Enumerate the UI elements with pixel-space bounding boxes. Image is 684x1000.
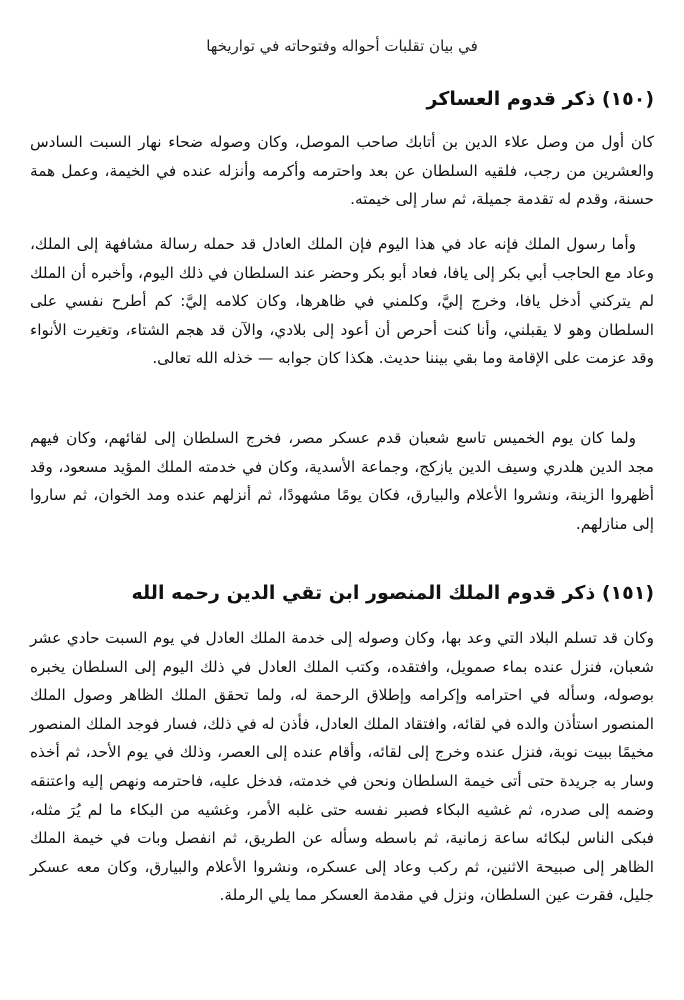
section-heading-151: (١٥١) ذكر قدوم الملك المنصور ابن تقي الدين رحمه الله xyxy=(131,582,654,604)
paragraph: وأما رسول الملك فإنه عاد في هذا اليوم فإن الملك العادل قد حمله رسالة مشافهة إلى الملك، وعاد مع الحاجب أبي بكر إلى يافا، فعاد أبو بكر وحضر عند السلطان في ذلك اليوم، وأخبره أن الملك لم يتركني أدخل يافا، وخرج إليَّ، وكلمني في ظاهرها، وكان كلامه إليَّ: كم أطرح نفسي على السلطان وهو لا يقبلني، وأنا كنت أحرص أن أعود إلى بلادي، والآن قد هجم الشتاء، وتغيرت الأنواء وقد عزمت على الإقامة وما بقي بيننا حديث. هكذا كان جوابه — خذله الله تعالى. xyxy=(30,235,654,368)
paragraph: ولما كان يوم الخميس تاسع شعبان قدم عسكر مصر، فخرج السلطان إلى لقائهم، وكان فيهم مجد الدين هلدري وسيف الدين يازكج، وجماعة الأسدية، وكان في خدمته الملك المؤيد مسعود، وقد أظهروا الزينة، ونشروا الأعلام والبيارق، فكان يومًا مشهودًا، ثم أنزلهم عنده ومد الخوان، ثم ساروا إلى منازلهم. xyxy=(30,429,654,533)
section-heading-150: (١٥٠) ذكر قدوم العساكر xyxy=(426,88,654,110)
running-header: في بيان تقلبات أحواله وفتوحاته في تواريخها xyxy=(206,37,478,55)
paragraph: كان أول من وصل علاء الدين بن أتابك صاحب الموصل، وكان وصوله ضحاء نهار السبت السادس والعشرين من رجب، فلقيه السلطان عن بعد واحترمه وأكرمه وأنزله عنده في الخيمة، وعمل همة حسنة، وقدم له تقدمة جميلة، ثم سار إلى خيمته. xyxy=(30,133,654,209)
paragraph: وكان قد تسلم البلاد التي وعد بها، وكان وصوله إلى خدمة الملك العادل في يوم السبت حادي عشر شعبان، فنزل عنده بماء صمويل، وافتقده، وكتب الملك العادل في ذلك اليوم إلى السلطان يخبره بوصوله، وسأله في احترامه وإكرامه وإطلاق الرحمة له، ولما تحقق الملك الظاهر وصول الملك المنصور استأذن والده في لقائه، وافتقاد الملك العادل، فأذن له في ذلك، فسار فوجد الملك المنصور مخيمًا ببيت نوبة، فنزل عنده وخرج إلى لقائه، وأقام عنده إلى العصر، وذلك في يوم الأحد، ثم أخذه وسار به جريدة حتى أتى خيمة السلطان ونحن في خدمته، فدخل عليه، فاحترمه ونهص إليه واعتنقه وضمه إلى صدره، ثم غشيه البكاء فصبر نفسه حتى غلبه الأمر، وغشيه من البكاء ما لم يُرَ مثله، فبكى الناس لبكائه ساعة زمانية، ثم باسطه وسأله عن الطريق، ثم انفصل وبات في خيمة الملك الظاهر إلى صبيحة الاثنين، ثم ركب وعاد إلى عسكره، ونشروا الأعلام والبيارق، وكان معه عسكر جليل، فقرت عين السلطان، ونزل في مقدمة العسكر مما يلي الرملة. xyxy=(30,629,654,905)
